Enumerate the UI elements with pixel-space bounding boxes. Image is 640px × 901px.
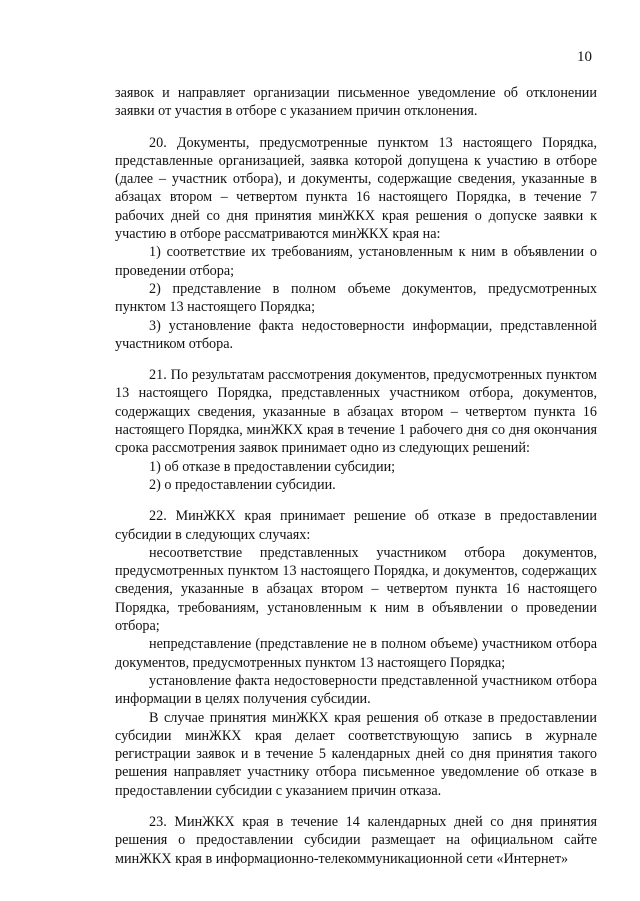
paragraph-21-item-1: 1) об отказе в предоставлении субсидии; [149,458,396,475]
paragraph-20-item-2: 2) представление в полном объеме документов, предусмотренных пунктом 13 настоящего Порядка; [115,280,597,316]
page-number: 10 [577,49,592,65]
paragraph-continuation: заявок и направляет организации письменное уведомление об отклонении заявки от участия в отборе с указанием причин отклонения. [115,85,597,120]
section-21 [115,366,597,494]
paragraph-22: 22. МинЖКХ края принимает решение об отказе в предоставлении субсидии в следующих случаях: [115,508,597,543]
section-22 [115,507,597,800]
paragraph-21-item-2: 2) о предоставлении субсидии. [149,476,336,493]
paragraph-20: 20. Документы, предусмотренные пунктом 13 настоящего Порядка, представленные организацией, заявка которой допущена к участию в отборе (далее – участник отбора), и документы, содержащие сведения, указанные в абзацах втором – четвертом пункта 16 настоящего Порядка, в течение 7 рабочих дней со дня принятия минЖКХ края решения о допуске заявки к участию в отборе рассматриваются минЖКХ края на: [115,134,597,243]
document-body [115,84,597,868]
paragraph-22-case-2: непредставление (представление не в полном объеме) участником отбора документов, предусмотренных пунктом 13 настоящего Порядка; [115,636,597,671]
paragraph-20-item-3: 3) установление факта недостоверности информации, представленной участником отбора. [115,317,597,352]
section-20 [115,134,597,354]
section-23 [115,813,597,868]
paragraph-21: 21. По результатам рассмотрения документов, предусмотренных пунктом 13 настоящего Порядка, представленных участником отбора, документов, содержащих сведения, указанные в абзацах втором – четвертом пункта 16 настоящего Порядка, минЖКХ края в течение 1 рабочего дня со дня окончания срока рассмотрения заявок принимает одно из следующих решений: [115,367,597,457]
paragraph-20-item-1: 1) соответствие их требованиям, установленным к ним в объявлении о проведении отбора; [115,244,597,279]
paragraph-22-refusal-notice: В случае принятия минЖКХ края решения об отказе в предоставлении субсидии минЖКХ края делает соответствующую запись в журнале регистрации заявок и в течение 5 календарных дней со дня принятия такого решения направляет участнику отбора письменное уведомление об отказе в предоставлении субсидии с указанием причин отказа. [115,709,597,799]
paragraph-22-case-1: несоответствие представленных участником отбора документов, предусмотренных пунктом 13 настоящего Порядка, и документов, содержащих сведения, указанные в абзацах втором – четвертом пункта 16 настоящего Порядка, требованиям, установленным к ним в объявлении о проведении отбора; [115,544,597,635]
paragraph-23: 23. МинЖКХ края в течение 14 календарных дней со дня принятия решения о предоставлении субсидии размещает на официальном сайте минЖКХ края в информационно-телекоммуникационной сети «Интернет» [115,813,597,867]
paragraph-22-case-3: установление факта недостоверности представленной участником отбора информации в целях получения субсидии. [115,672,597,708]
